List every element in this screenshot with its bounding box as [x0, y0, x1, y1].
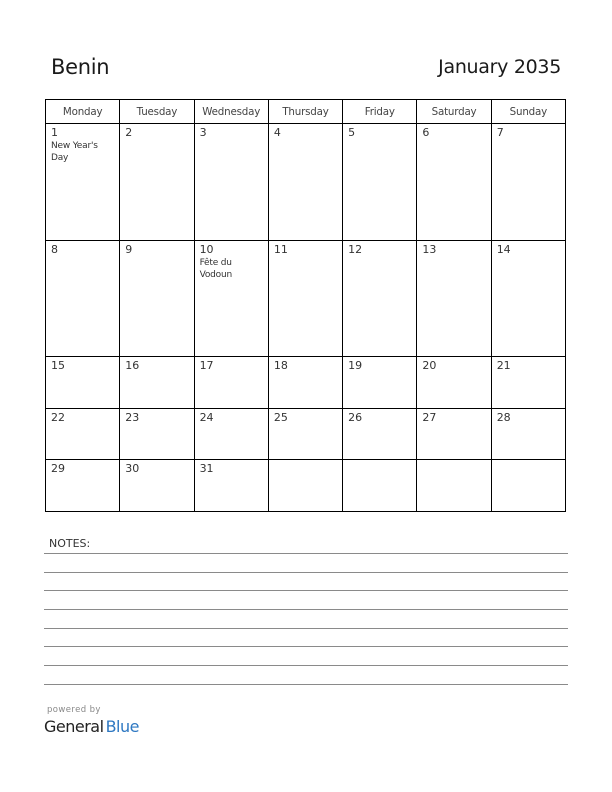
- weekday-wednesday: Wednesday: [194, 100, 268, 124]
- day-number: 7: [496, 126, 504, 139]
- weekday-sunday: Sunday: [491, 100, 565, 124]
- day-number: 2: [125, 126, 133, 139]
- day-cell: [120, 460, 194, 512]
- day-cell: [46, 124, 120, 241]
- day-cell: [268, 357, 342, 409]
- day-number: 18: [273, 359, 288, 373]
- day-cell: [268, 240, 342, 357]
- day-cell: [491, 408, 565, 460]
- day-number: 14: [496, 242, 511, 256]
- day-number: 11: [273, 242, 288, 256]
- day-number: 8: [51, 242, 58, 256]
- day-cell: [120, 408, 194, 460]
- day-cell: [417, 408, 491, 460]
- generalblue-logo: [44, 717, 139, 736]
- day-cell: [120, 240, 194, 357]
- day-number: 4: [273, 126, 281, 139]
- week-row: [46, 240, 566, 357]
- day-number: 30: [125, 462, 140, 476]
- day-cell: [46, 460, 120, 512]
- day-number: 31: [199, 462, 214, 476]
- day-number: 16: [125, 359, 140, 373]
- day-number: 9: [125, 242, 133, 256]
- day-number: 19: [348, 359, 363, 373]
- day-cell: [120, 357, 194, 409]
- notes-line: [44, 609, 568, 610]
- notes-line: [44, 628, 568, 629]
- holiday-label: Fête du Vodoun: [199, 257, 232, 280]
- day-cell: [343, 408, 417, 460]
- day-cell: [46, 357, 120, 409]
- day-number: 28: [496, 410, 511, 424]
- day-cell: [343, 240, 417, 357]
- day-cell: [343, 460, 417, 512]
- calendar-grid: [45, 99, 566, 512]
- weekday-friday: Friday: [343, 100, 417, 124]
- week-row: [46, 460, 566, 512]
- day-cell: [194, 460, 268, 512]
- weekday-tuesday: Tuesday: [120, 100, 194, 124]
- week-row: [46, 408, 566, 460]
- day-cell: [120, 124, 194, 241]
- day-number: 22: [51, 410, 65, 424]
- day-number: 3: [199, 126, 207, 139]
- day-cell: [417, 240, 491, 357]
- day-number: 15: [51, 359, 65, 373]
- notes-line: [44, 553, 568, 554]
- day-number: 12: [348, 242, 363, 256]
- brand-blue: Blue: [105, 717, 139, 736]
- notes-label: NOTES:: [49, 537, 91, 550]
- notes-line: [44, 684, 568, 685]
- day-number: 24: [199, 410, 214, 424]
- day-cell: [491, 124, 565, 241]
- day-cell: [417, 460, 491, 512]
- week-row: [46, 357, 566, 409]
- day-cell: [491, 240, 565, 357]
- day-number: 20: [422, 359, 437, 373]
- day-number: 25: [273, 410, 288, 424]
- day-cell: [268, 460, 342, 512]
- day-cell: [491, 460, 565, 512]
- month-year-title: January 2035: [438, 56, 561, 78]
- day-cell: [194, 408, 268, 460]
- day-cell: [343, 357, 417, 409]
- notes-line: [44, 572, 568, 573]
- day-number: 26: [348, 410, 363, 424]
- weekday-thursday: Thursday: [268, 100, 342, 124]
- day-number: 1: [51, 126, 58, 139]
- day-cell: [343, 124, 417, 241]
- day-cell: [268, 408, 342, 460]
- day-cell: [46, 240, 120, 357]
- country-title: Benin: [51, 55, 110, 79]
- day-number: 5: [348, 126, 356, 139]
- week-row: [46, 124, 566, 241]
- day-number: 21: [496, 359, 511, 373]
- day-cell: [194, 357, 268, 409]
- powered-by-text: powered by: [47, 705, 101, 715]
- day-cell: [491, 357, 565, 409]
- day-cell: [194, 240, 268, 357]
- day-cell: [417, 124, 491, 241]
- day-number: 27: [422, 410, 437, 424]
- brand-general: General: [44, 717, 104, 736]
- day-number: 23: [125, 410, 140, 424]
- day-cell: [417, 357, 491, 409]
- weekday-header-row: [46, 100, 566, 124]
- holiday-label: New Year's Day: [51, 141, 98, 163]
- day-cell: [194, 124, 268, 241]
- notes-line: [44, 590, 568, 591]
- day-cell: [268, 124, 342, 241]
- notes-line: [44, 665, 568, 666]
- day-cell: [46, 408, 120, 460]
- day-number: 17: [199, 359, 214, 373]
- day-number: 10: [199, 242, 214, 256]
- day-number: 13: [422, 242, 437, 256]
- weekday-monday: Monday: [46, 100, 120, 124]
- notes-line: [44, 646, 568, 647]
- day-number: 6: [422, 126, 430, 139]
- day-number: 29: [51, 462, 65, 476]
- weekday-saturday: Saturday: [417, 100, 491, 124]
